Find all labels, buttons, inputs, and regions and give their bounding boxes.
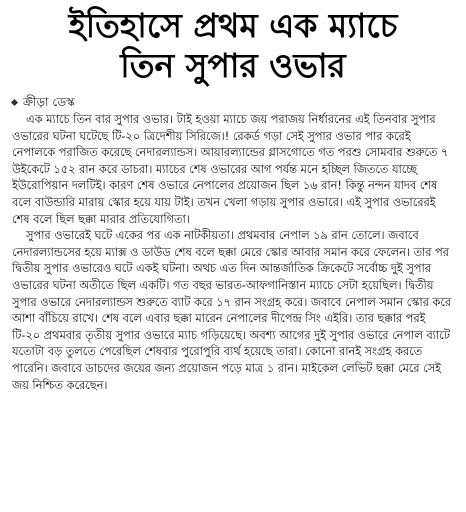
byline-text: ক্রীড়া ডেস্ক: [23, 95, 75, 109]
news-article: [0, 6, 466, 512]
headline-line-1: ইতিহাসে প্রথম এক ম্যাচে: [68, 6, 398, 45]
bullet-icon: [11, 98, 18, 105]
paragraph-1: এক ম্যাচে তিন বার সুপার ওভার। টাই হওয়া ম্যাচে জয় পরাজয় নির্ধারনের এই তিনবার সুপার ওভারের ঘটনা ঘটেছে টি-২০ ত্রিদেশীয় সিরিজে।! রেকর্ড গড়া সেই সুপার ওভার পার করেই নেপালকে পরাজিত করেছে নেদারল্যান্ডস। আয়ারল্যান্ডের গ্লাসগোতে গত পরশু সোমবার শুরুতে ৭ উইকেটে ১৫২ রান করে ডাচরা। ম্যাচের শেষ ওভারের আগ পর্যন্ত মনে হচ্ছিল জিততে যাচ্ছে ইউরোপিয়ান দলটিই। কারণ শেষ ওভারে নেপালের প্রয়োজন ছিল ১৬ রান! কিন্তু নন্দন যাদব শেষ বলে বাউন্ডারি মারায় স্কোর হয়ে যায় টাই। তখন খেলা গড়ায় সুপার ওভারে। এই সুপার ওভারেরই শেষ বলে ছিল ছক্কা মারার প্রতিযোগিতা।: [12, 113, 449, 226]
paragraph-2: সুপার ওভারেই ঘটে একের পর এক নাটকীয়তা। প্রথমবার নেপাল ১৯ রান তোলে। জবাবে নেদারল্যান্ডসের হয়ে ম্যাক্স ও ডাউড শেষ বলে ছক্কা মেরে স্কোর আবার সমান করে ফেলেন। তার পর দ্বিতীয় সুপার ওভারেও ঘটে একই ঘটনা। অথচ এত দিন আন্তর্জাতিক ক্রিকেটে সর্বোচ্চ দুই সুপার ওভারের ঘটনা অতীতে ছিল একটি। গত বছর ভারত-আফগানিস্তান ম্যাচে সেটা হয়েছিল। দ্বিতীয় সুপার ওভারে নেদারল্যান্ডস শুরুতে ব্যাট করে ১৭ রান সংগ্রহ করে। জবাবে নেপাল সমান স্কোর করে আশা বাঁচিয়ে রাখে। শেষ বলে এবার ছক্কা মারেন নেপালের দীপেন্দ্র সিং এইরি। তার ছক্কার পরই টি-২০ প্রথমবার তৃতীয় সুপার ওভারে ম্যাচ গড়িয়েছে। অবশ্য আগের দুই সুপার ওভারে নেপাল ব্যাটে যতোটা বড় তুলতে পেরেছিল শেষবার পুরোপুরি ব্যর্থ হয়েছে তারা। কোনো রানই সংগ্রহ করতে পারেনি। জবাবে ডাচদের জয়ের জন্য প্রয়োজন পড়ে মাত্র ১ রান। মাইকেল লেভিট ছক্কা মেরে সেই জয় নিশ্চিত করেছেন।: [12, 229, 452, 392]
byline: [12, 94, 466, 110]
article-body: [12, 112, 456, 394]
headline-line-2: তিন সুপার ওভার: [120, 46, 346, 85]
headline: [8, 6, 458, 86]
